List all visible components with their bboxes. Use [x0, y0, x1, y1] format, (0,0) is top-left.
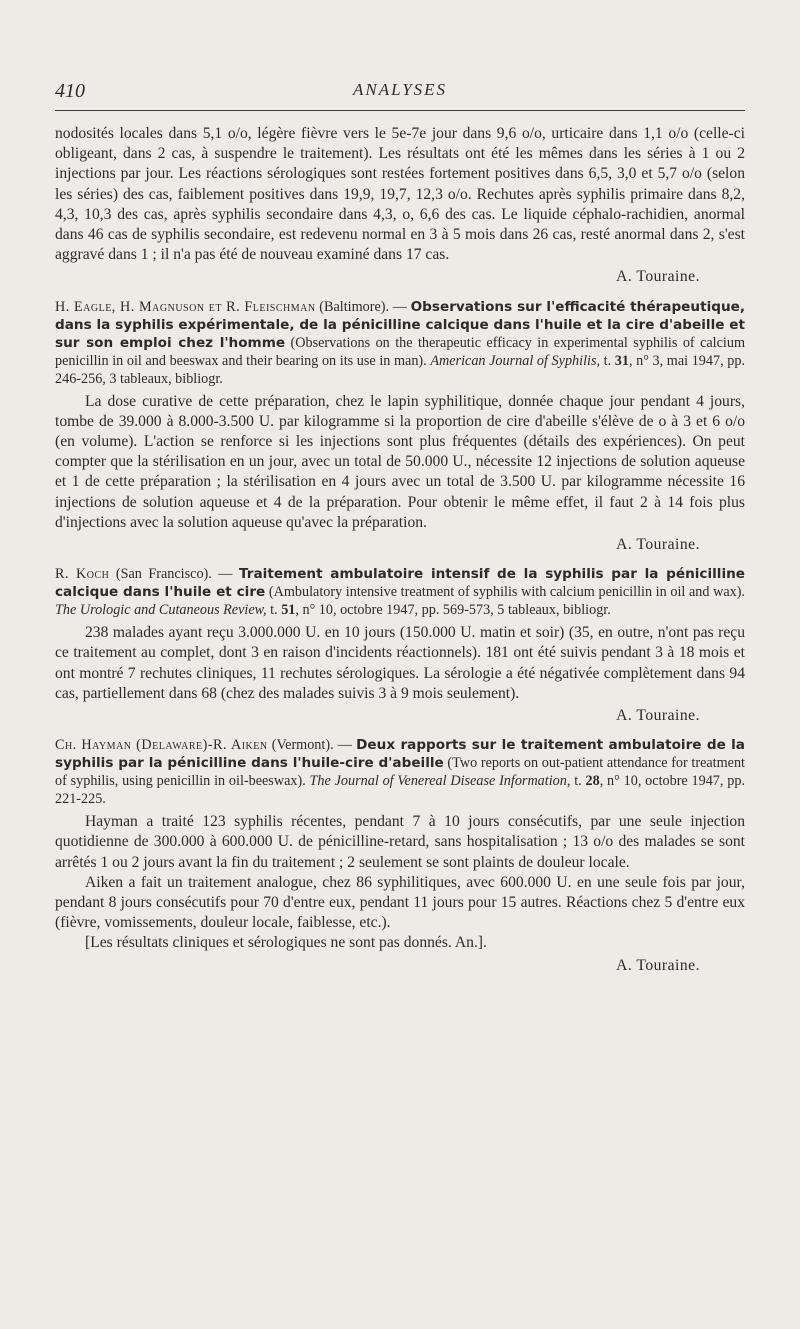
article-title: Deux rapports sur le traitement ambulatoire de la syphilis par la pénicilline dans l'huile-cire d'abeille	[55, 737, 745, 772]
editor-note: [Les résultats cliniques et sérologiques ne sont pas donnés. An.].	[85, 934, 487, 952]
article-translation: (Two reports on out-patient attendance for treatment of syphilis, using penicillin in oil-beeswax).	[55, 755, 745, 790]
continued-paragraph: nodosités locales dans 5,1 o/o, légère fièvre vers le 5e-7e jour dans 9,6 o/o, urticaire dans 1,1 o/o (celle-ci obligeant, dans 2 cas, à suspendre le traitement). Les résultats ont été les mêmes dans les séries à 1 ou 2 injections par jour. Les réactions sérologiques sont restées fortement positives dans 6,5, 3,0 et 5,7 o/o (selon les séries) des cas, faiblement positives dans 19,9, 19,7, 12,3 o/o. Rechutes après syphilis primaire dans 8,2, 4,3, 10,3 des cas, après syphilis secondaire dans 4,3, o, 6,6 des cas. Le liquide céphalo-rachidien, anormal dans 46 cas de syphilis secondaire, est redevenu normal en 3 à 5 mois dans 26 cas, resté anormal dans 2, s'est aggravé dans 1 ; il n'a pas été de nouveau examiné dans 17 cas.	[55, 125, 745, 264]
article-title: Traitement ambulatoire intensif de la syphilis par la pénicilline calcique dans l'huile et cire	[55, 566, 746, 601]
article-translation: (Ambulatory intensive treatment of syphilis with calcium penicillin in oil and wax).	[265, 584, 745, 601]
article-translation: (Observations on the therapeutic efficacy in experimental syphilis of calcium penicillin in oil and beeswax and their bearing on its use in man).	[55, 334, 745, 369]
article-volume: 51	[281, 602, 296, 619]
article-volume: 28	[585, 773, 600, 790]
article-place: (Baltimore). —	[319, 298, 411, 315]
article-reference	[55, 298, 745, 388]
page-number: 410	[55, 80, 85, 102]
article-journal: The Urologic and Cutaneous Review,	[55, 602, 267, 619]
header-rule	[55, 110, 745, 111]
article-journal: American Journal of Syphilis,	[430, 352, 601, 369]
article-reference	[55, 736, 745, 808]
article-vol-prefix: t.	[600, 352, 615, 369]
article-body: Hayman a traité 123 syphilis récentes, pendant 7 à 10 jours consécutifs, par une seule injection quotidienne de 300.000 à 600.000 U. de pénicilline-retard, sans hospitalisation ; 13 o/o des malades se sont arrêtés 1 ou 2 jours avant la fin du traitement ; 2 seulement se sont plaints de douleur locale.	[55, 813, 745, 871]
article-place: (San Francisco). —	[109, 566, 239, 583]
article-journal: The Journal of Venereal Disease Information,	[309, 773, 571, 790]
article-body: Aiken a fait un traitement analogue, chez 86 syphilitiques, avec 600.000 U. en une seule fois par jour, pendant 8 jours consécutifs pour 70 d'entre eux, pendant 11 jours pour 15 autres. Réactions chez 5 d'entre eux (fièvre, vomissements, douleur locale, faiblesse, etc.).	[55, 873, 745, 932]
article-authors: R. Koch	[55, 566, 110, 583]
article-body: La dose curative de cette préparation, chez le lapin syphilitique, donnée chaque jour pendant 4 jours, tombe de 39.000 à 8.000-3.500 U. par kilogramme si la proportion de cire d'abeille s'élève de o à 3 et 6 o/o (en volume). L'action se renforce si les injections sont plus fréquentes (détails des expériences). On peut compter que la stérilisation en un jour, avec un total de 50.000 U., nécessite 12 injections de solution aqueuse et 1 de cette préparation ; la stérilisation en 4 jours avec un total de 3.500 U. par kilogramme nécessite 16 injections de solution aqueuse et 4 de la préparation. Pour obtenir le même effet, il faut 2 à 14 fois plus d'injections avec la solution aqueuse qu'avec la préparation.	[55, 392, 745, 531]
signature: A. Touraine.	[616, 536, 700, 554]
running-head: ANALYSES	[352, 80, 448, 99]
article-vol-prefix: t.	[570, 773, 586, 790]
signature: A. Touraine.	[616, 956, 700, 974]
article-authors: Ch. Hayman (Delaware)-R. Aiken	[55, 737, 268, 754]
page-body	[55, 124, 745, 986]
article-vol-prefix: t.	[266, 602, 282, 619]
article-authors: H. Eagle, H. Magnuson et R. Fleischman	[55, 298, 316, 315]
article-reference	[55, 565, 745, 619]
article-title: Observations sur l'efficacité thérapeutique, dans la syphilis expérimentale, de la pénicilline calcique dans l'huile et la cire d'abeille et sur son emploi chez l'homme	[55, 298, 746, 351]
article-details: , n° 3, mai 1947, pp. 246-256, 3 tableaux, bibliogr.	[55, 352, 745, 387]
article-place: (Vermont). —	[267, 737, 357, 754]
signature: A. Touraine.	[616, 707, 700, 725]
article-volume: 31	[614, 352, 629, 369]
article-details: , n° 10, octobre 1947, pp. 221-225.	[55, 773, 745, 808]
page-header	[55, 80, 745, 106]
article-body: 238 malades ayant reçu 3.000.000 U. en 10 jours (150.000 U. matin et soir) (35, en outre, n'ont pas reçu ce traitement au complet, dont 3 en raison d'incidents réactionnels). 181 ont été suivis pendant 3 à 18 mois et ont montré 7 rechutes cliniques, 11 rechutes sérologiques. La sérologie a été négativée complètement dans 94 cas, partiellement dans 68 (chez des malades suivis 3 à 9 mois seulement).	[55, 624, 745, 702]
signature: A. Touraine.	[616, 268, 700, 286]
article-details: , n° 10, octobre 1947, pp. 569-573, 5 tableaux, bibliogr.	[295, 602, 611, 619]
